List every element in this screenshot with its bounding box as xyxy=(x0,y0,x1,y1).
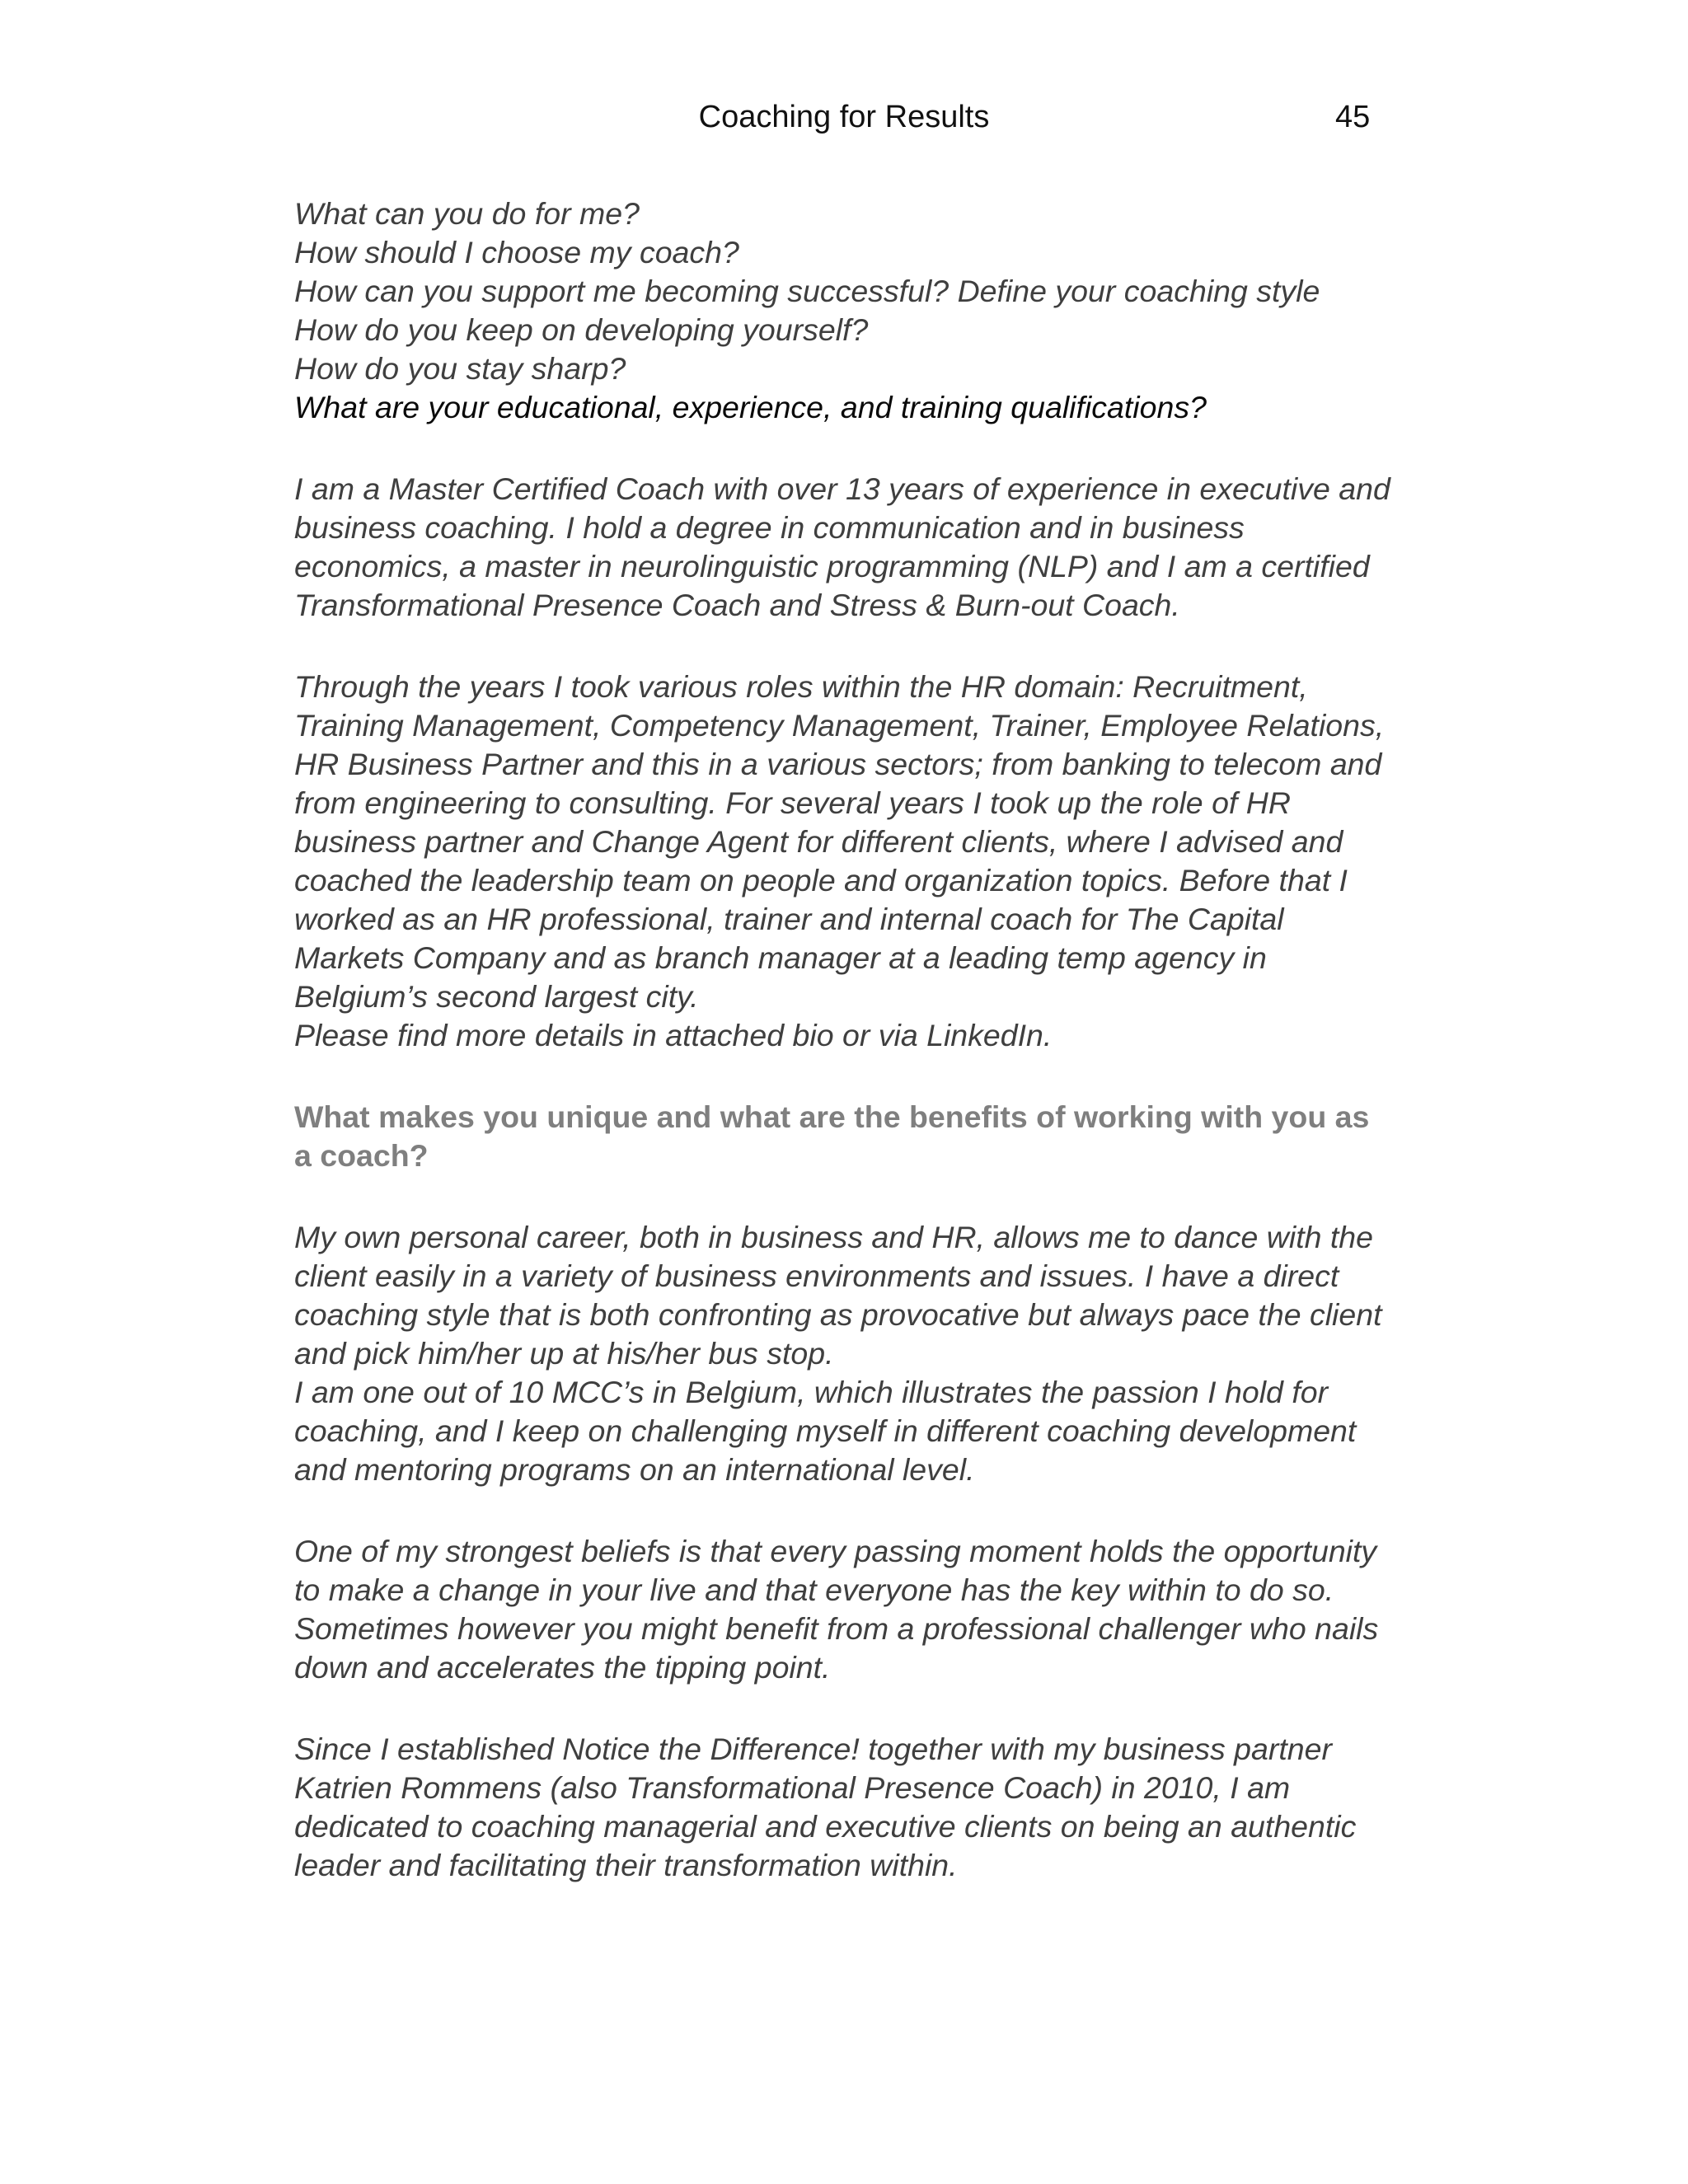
paragraph-beliefs: One of my strongest beliefs is that every passing moment holds the opportunity to make a change in your live and that everyone has the key within to do so. Sometimes however you might benefit from a professional challenger who nails down and accelerates the tipping point. xyxy=(294,1534,1379,1685)
paragraph-hr-roles: Through the years I took various roles within the HR domain: Recruitment, Training Management, Competency Management, Trainer, Employee Relations, HR Business Partner and this in a various sectors; from banking to telecom and from engineering to consulting. For several years I took up the role of HR business partner and Change Agent for different clients, where I advised and coached the leadership team on people and organization topics. Before that I worked as an HR professional, trainer and internal coach for The Capital Markets Company and as branch manager at a leading temp agency in Belgium’s second largest city. xyxy=(294,669,1385,1014)
paragraph-gap xyxy=(294,1055,1390,1098)
section-heading-unique: What makes you unique and what are the benefits of working with you as a coach? xyxy=(294,1099,1370,1173)
paragraph-gap xyxy=(294,1489,1390,1532)
paragraph-mcc: I am one out of 10 MCC’s in Belgium, which illustrates the passion I hold for coaching, and I keep on challenging myself in different coaching development and mentoring programs on an international level. xyxy=(294,1375,1357,1487)
question-line: How can you support me becoming successful? Define your coaching style xyxy=(294,274,1320,308)
question-line: How do you keep on developing yourself? xyxy=(294,312,869,347)
question-line: How do you stay sharp? xyxy=(294,351,626,386)
page-number: 45 xyxy=(1335,100,1371,134)
running-header-title: Coaching for Results xyxy=(698,100,990,134)
paragraph-gap xyxy=(294,1175,1390,1218)
qualifications-question: What are your educational, experience, and training qualifications? xyxy=(294,390,1207,424)
paragraph-established: Since I established Notice the Difference! together with my business partner Katrien Rommens (also Transformational Presence Coach) in 2010, I am dedicated to coaching managerial and executive clients on being an authentic leader and facilitating their transformation within. xyxy=(294,1732,1357,1882)
paragraph-gap xyxy=(294,1687,1390,1730)
paragraph-more-details: Please find more details in attached bio or via LinkedIn. xyxy=(294,1018,1053,1052)
paragraph-gap xyxy=(294,427,1390,470)
question-line: What can you do for me? xyxy=(294,196,640,231)
page-body xyxy=(294,194,1390,1885)
paragraph-gap xyxy=(294,625,1390,668)
paragraph-master-certified: I am a Master Certified Coach with over 13 years of experience in executive and business coaching. I hold a degree in communication and in business economics, a master in neurolinguistic programming (NLP) and I am a certified Transformational Presence Coach and Stress & Burn-out Coach. xyxy=(294,471,1390,622)
question-line: How should I choose my coach? xyxy=(294,235,739,269)
paragraph-career: My own personal career, both in business and HR, allows me to dance with the client easily in a variety of business environments and issues. I have a direct coaching style that is both confronting as provocative but always pace the client and pick him/her up at his/her bus stop. xyxy=(294,1220,1382,1371)
